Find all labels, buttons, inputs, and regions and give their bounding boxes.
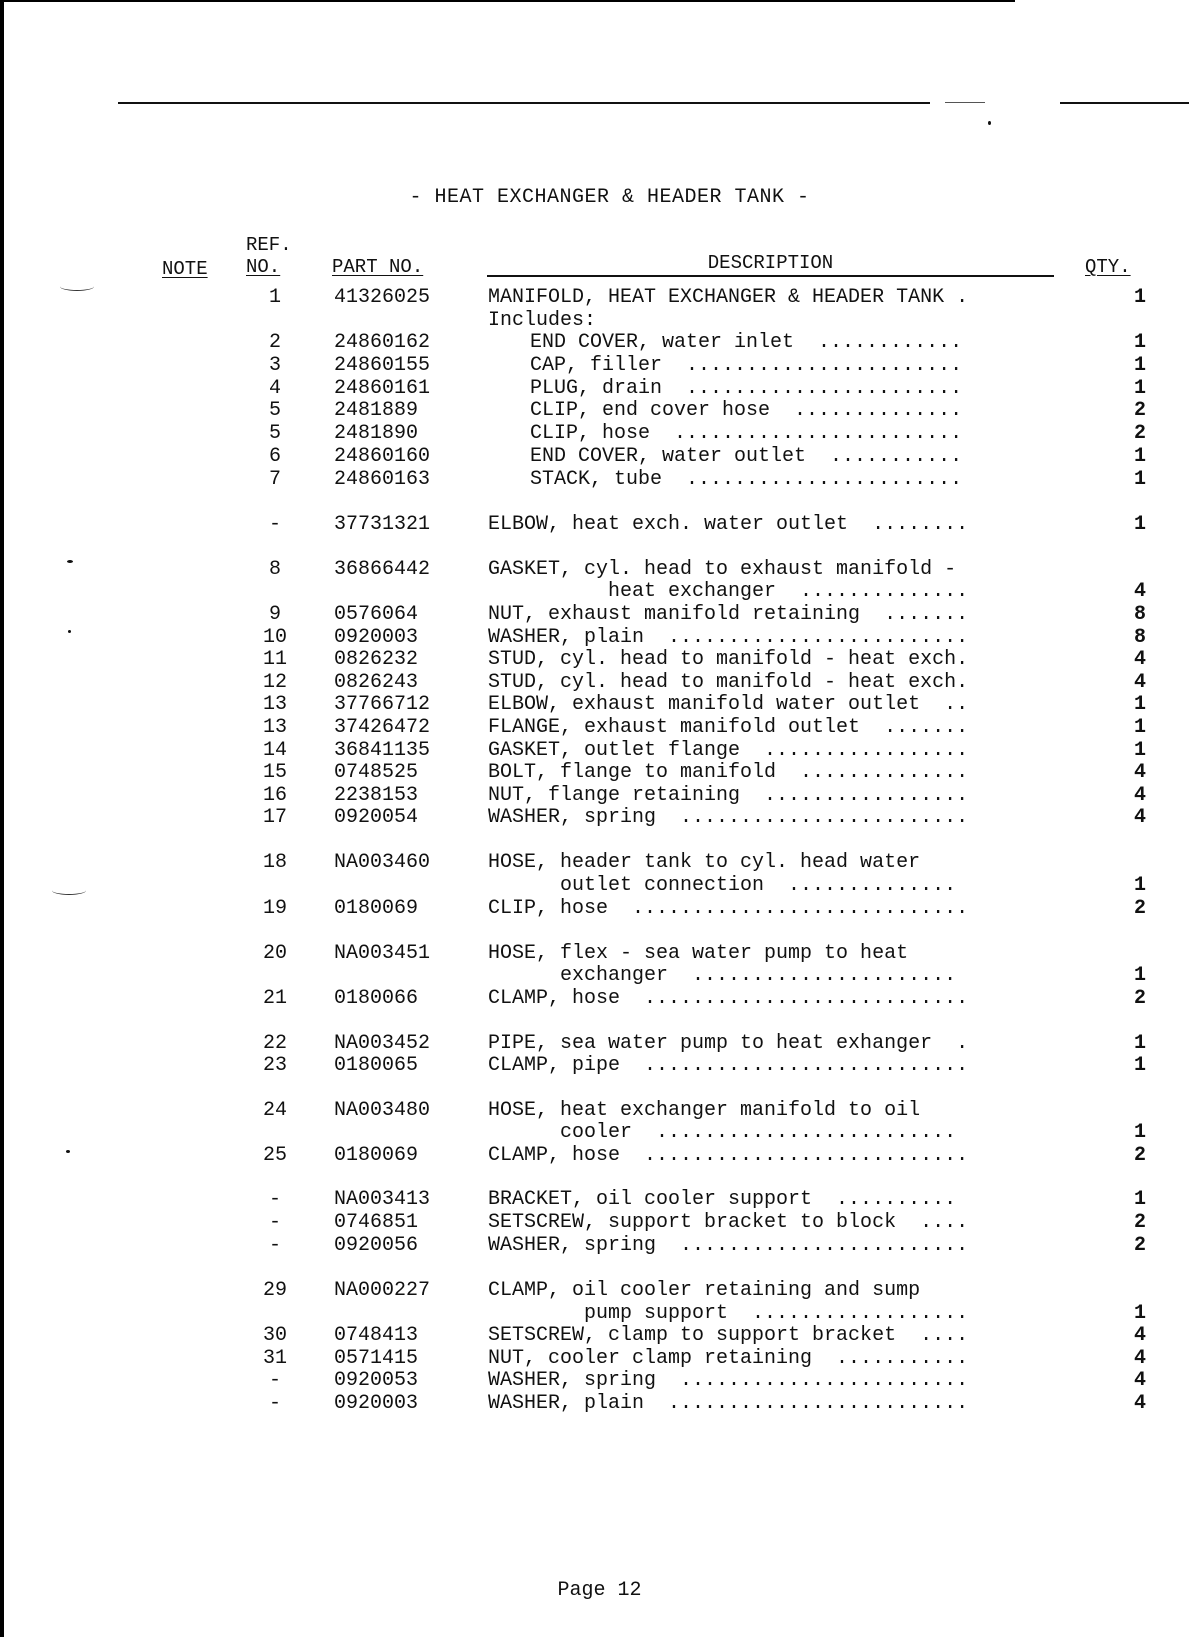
ref-no: - [268, 1392, 281, 1415]
part-no: NA003451 [334, 942, 431, 965]
table-row [0, 354, 1189, 378]
description: HOSE, flex - sea water pump to heat [488, 942, 909, 965]
quantity: 1 [1133, 1032, 1146, 1055]
ref-no: 4 [268, 377, 281, 400]
quantity: 1 [1133, 331, 1146, 354]
description: NUT, exhaust manifold retaining ....... [488, 603, 969, 626]
ref-no: 5 [268, 422, 281, 445]
scan-speck [988, 121, 991, 125]
table-row [0, 648, 1189, 672]
ref-no: 1 [268, 286, 281, 309]
description: STUD, cyl. head to manifold - heat exch. [488, 648, 969, 671]
quantity: 1 [1133, 1054, 1146, 1077]
table-row [0, 739, 1189, 763]
quantity: 2 [1133, 1144, 1146, 1167]
part-no: 0180069 [334, 1144, 419, 1167]
part-no: 0576064 [334, 603, 419, 626]
part-no: 24860163 [334, 468, 431, 491]
table-row [0, 286, 1189, 310]
table-row-continuation [0, 874, 1189, 898]
table-row [0, 1234, 1189, 1258]
part-no: 37426472 [334, 716, 431, 739]
quantity: 1 [1133, 354, 1146, 377]
ref-no: - [268, 513, 281, 536]
quantity: 8 [1133, 626, 1146, 649]
quantity: 4 [1133, 1347, 1146, 1370]
table-row [0, 1188, 1189, 1212]
ref-no: 6 [268, 445, 281, 468]
quantity: 4 [1133, 671, 1146, 694]
description: exchanger ...................... [488, 964, 957, 987]
table-row [0, 1324, 1189, 1348]
table-row-continuation [0, 1302, 1189, 1326]
part-no: 0748525 [334, 761, 419, 784]
ref-no: 30 [262, 1324, 287, 1347]
ref-no: - [268, 1234, 281, 1257]
quantity: 1 [1133, 874, 1146, 897]
ref-no: 14 [262, 739, 287, 762]
description: WASHER, plain ......................... [488, 626, 969, 649]
ref-no: 19 [262, 897, 287, 920]
table-row [0, 784, 1189, 808]
part-no: 0920003 [334, 1392, 419, 1415]
description: SETSCREW, support bracket to block .... [488, 1211, 969, 1234]
column-header-part-no [332, 256, 423, 278]
part-no: 0748413 [334, 1324, 419, 1347]
ref-no: 21 [262, 987, 287, 1010]
part-no: 0920056 [334, 1234, 419, 1257]
description: CLAMP, hose ........................... [488, 1144, 969, 1167]
part-no: 36866442 [334, 558, 431, 581]
header-rule-right [1060, 102, 1189, 104]
description: SETSCREW, clamp to support bracket .... [488, 1324, 969, 1347]
part-no: NA003460 [334, 851, 431, 874]
description: FLANGE, exhaust manifold outlet ....... [488, 716, 969, 739]
table-row [0, 603, 1189, 627]
table-row [0, 761, 1189, 785]
description: pump support .................. [488, 1302, 969, 1325]
quantity: 1 [1133, 468, 1146, 491]
description: heat exchanger .............. [488, 580, 969, 603]
column-header-qty [1085, 256, 1131, 278]
description: GASKET, outlet flange ................. [488, 739, 969, 762]
part-no: 24860155 [334, 354, 431, 377]
quantity: 1 [1133, 693, 1146, 716]
quantity: 2 [1133, 897, 1146, 920]
quantity: 2 [1133, 422, 1146, 445]
ref-no: 3 [268, 354, 281, 377]
part-no: 24860161 [334, 377, 431, 400]
table-row [0, 1099, 1189, 1123]
quantity: 4 [1133, 784, 1146, 807]
ref-no: 5 [268, 399, 281, 422]
quantity: 4 [1133, 1392, 1146, 1415]
quantity: 1 [1133, 739, 1146, 762]
quantity: 1 [1133, 377, 1146, 400]
quantity: 1 [1133, 445, 1146, 468]
header-rule [118, 102, 930, 104]
part-no: 36841135 [334, 739, 431, 762]
table-row [0, 1032, 1189, 1056]
column-header-ref [246, 256, 280, 278]
table-row-continuation [0, 1121, 1189, 1145]
description: CAP, filler ....................... [530, 354, 963, 377]
description: WASHER, spring ........................ [488, 1369, 969, 1392]
quantity: 1 [1133, 286, 1146, 309]
table-row [0, 1144, 1189, 1168]
quantity: 4 [1133, 1369, 1146, 1392]
table-row [0, 445, 1189, 469]
table-row [0, 1211, 1189, 1235]
quantity: 1 [1133, 1188, 1146, 1211]
description: NUT, cooler clamp retaining ........... [488, 1347, 969, 1370]
table-row [0, 693, 1189, 717]
description: WASHER, spring ........................ [488, 1234, 969, 1257]
description: NUT, flange retaining ................. [488, 784, 969, 807]
description: BOLT, flange to manifold .............. [488, 761, 969, 784]
ref-no: 16 [262, 784, 287, 807]
quantity: 1 [1133, 1302, 1146, 1325]
ref-no: 8 [268, 558, 281, 581]
quantity: 4 [1133, 648, 1146, 671]
part-no: 0920053 [334, 1369, 419, 1392]
description: CLAMP, hose ........................... [488, 987, 969, 1010]
part-no: NA003480 [334, 1099, 431, 1122]
description: CLIP, hose ............................ [488, 897, 969, 920]
part-no: 0920003 [334, 626, 419, 649]
column-header-note [162, 258, 208, 280]
part-no-label: PART NO. [332, 256, 424, 278]
description: STACK, tube ....................... [530, 468, 963, 491]
part-no: 0826243 [334, 671, 419, 694]
table-row [0, 399, 1189, 423]
table-row [0, 626, 1189, 650]
table-row [0, 851, 1189, 875]
part-no: 37731321 [334, 513, 431, 536]
ref-no: 13 [262, 693, 287, 716]
ref-no: 17 [262, 806, 287, 829]
ref-no: 11 [262, 648, 287, 671]
table-row [0, 422, 1189, 446]
part-no: NA003452 [334, 1032, 431, 1055]
description: PLUG, drain ....................... [530, 377, 963, 400]
header-rule-fragment [945, 102, 985, 103]
part-no: 0180069 [334, 897, 419, 920]
description: HOSE, heat exchanger manifold to oil [488, 1099, 921, 1122]
ref-no: - [268, 1369, 281, 1392]
part-no: NA003413 [334, 1188, 431, 1211]
ref-no: 25 [262, 1144, 287, 1167]
page-number: Page 12 [557, 1579, 642, 1602]
quantity: 4 [1133, 580, 1146, 603]
part-no: 0920054 [334, 806, 419, 829]
table-row-continuation [0, 964, 1189, 988]
part-no: 0180065 [334, 1054, 419, 1077]
quantity: 1 [1133, 964, 1146, 987]
part-no: 0180066 [334, 987, 419, 1010]
part-no: 2238153 [334, 784, 419, 807]
part-no: 0826232 [334, 648, 419, 671]
table-row [0, 806, 1189, 830]
ref-no: 13 [262, 716, 287, 739]
table-row [0, 558, 1189, 582]
ref-no: 22 [262, 1032, 287, 1055]
ref-no: 9 [268, 603, 281, 626]
part-no: 0571415 [334, 1347, 419, 1370]
table-row [0, 1369, 1189, 1393]
qty-label: QTY. [1085, 256, 1131, 278]
quantity: 4 [1133, 761, 1146, 784]
part-no: 2481889 [334, 399, 419, 422]
table-row [0, 942, 1189, 966]
description: CLIP, end cover hose .............. [530, 399, 963, 422]
table-row [0, 1347, 1189, 1371]
ref-label: NO. [246, 256, 281, 278]
column-header-ref-top: REF. [246, 234, 292, 256]
table-row [0, 897, 1189, 921]
table-row [0, 468, 1189, 492]
part-no: 37766712 [334, 693, 431, 716]
description: PIPE, sea water pump to heat exhanger . [488, 1032, 969, 1055]
description: WASHER, plain ......................... [488, 1392, 969, 1415]
description: outlet connection .............. [488, 874, 957, 897]
ref-no: 20 [262, 942, 287, 965]
description: STUD, cyl. head to manifold - heat exch. [488, 671, 969, 694]
page-title: - HEAT EXCHANGER & HEADER TANK - [409, 186, 810, 209]
quantity: 1 [1133, 513, 1146, 536]
quantity: 2 [1133, 1211, 1146, 1234]
ref-no: 7 [268, 468, 281, 491]
ref-no: 18 [262, 851, 287, 874]
scan-edge-top [0, 0, 1015, 2]
description: ELBOW, heat exch. water outlet ........ [488, 513, 969, 536]
table-row-continuation [0, 580, 1189, 604]
description: END COVER, water inlet ............ [530, 331, 963, 354]
part-no: 2481890 [334, 422, 419, 445]
quantity: 4 [1133, 1324, 1146, 1347]
description: WASHER, spring ........................ [488, 806, 969, 829]
column-header-description: DESCRIPTION [487, 252, 1054, 277]
part-no: 0746851 [334, 1211, 419, 1234]
ref-no: 23 [262, 1054, 287, 1077]
ref-no: - [268, 1211, 281, 1234]
description: END COVER, water outlet ........... [530, 445, 963, 468]
quantity: 2 [1133, 1234, 1146, 1257]
quantity: 1 [1133, 716, 1146, 739]
quantity: 4 [1133, 806, 1146, 829]
ref-no: 2 [268, 331, 281, 354]
part-no: 41326025 [334, 286, 431, 309]
description: Includes: [488, 309, 597, 332]
description: HOSE, header tank to cyl. head water [488, 851, 921, 874]
quantity: 1 [1133, 1121, 1146, 1144]
ref-no: 12 [262, 671, 287, 694]
quantity: 2 [1133, 987, 1146, 1010]
note-label: NOTE [162, 258, 208, 280]
description: GASKET, cyl. head to exhaust manifold - [488, 558, 957, 581]
ref-no: 15 [262, 761, 287, 784]
table-row [0, 716, 1189, 740]
ref-no: 31 [262, 1347, 287, 1370]
table-row [0, 377, 1189, 401]
part-no: 24860160 [334, 445, 431, 468]
table-row [0, 1054, 1189, 1078]
quantity: 2 [1133, 399, 1146, 422]
description: CLAMP, oil cooler retaining and sump [488, 1279, 921, 1302]
ref-no: 24 [262, 1099, 287, 1122]
ref-no: 29 [262, 1279, 287, 1302]
description: MANIFOLD, HEAT EXCHANGER & HEADER TANK . [488, 286, 969, 309]
description: CLAMP, pipe ........................... [488, 1054, 969, 1077]
table-row [0, 987, 1189, 1011]
description: CLIP, hose ........................ [530, 422, 963, 445]
ref-no: - [268, 1188, 281, 1211]
table-row [0, 331, 1189, 355]
table-row [0, 671, 1189, 695]
table-row [0, 513, 1189, 537]
part-no: NA000227 [334, 1279, 431, 1302]
ref-no: 10 [262, 626, 287, 649]
description: BRACKET, oil cooler support .......... [488, 1188, 957, 1211]
table-row-continuation [0, 309, 1189, 333]
description: ELBOW, exhaust manifold water outlet .. [488, 693, 969, 716]
part-no: 24860162 [334, 331, 431, 354]
table-row [0, 1279, 1189, 1303]
table-row [0, 1392, 1189, 1416]
quantity: 8 [1133, 603, 1146, 626]
description: cooler ......................... [488, 1121, 957, 1144]
